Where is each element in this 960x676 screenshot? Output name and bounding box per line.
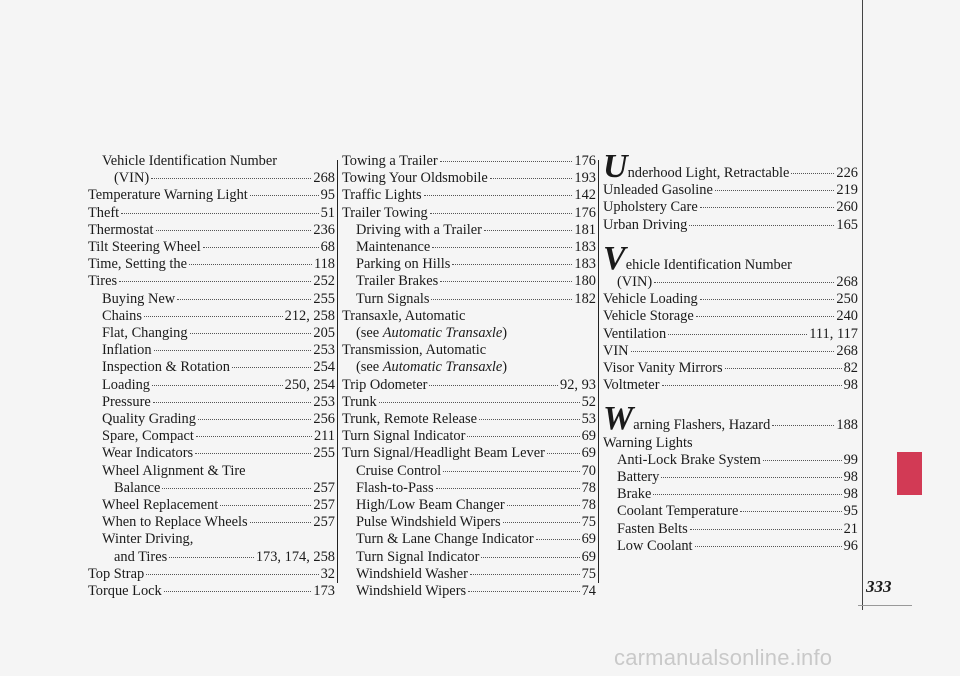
entry-label: Trip Odometer <box>342 376 428 393</box>
entry-pages: 95 <box>843 503 858 520</box>
index-entry <box>342 187 596 204</box>
page-number: 333 <box>866 577 892 596</box>
index-entry <box>88 153 335 170</box>
index-entry <box>88 463 335 480</box>
entry-label: Thermostat <box>88 221 154 238</box>
dot-leader <box>662 385 842 386</box>
index-entry <box>88 291 335 308</box>
entry-label: Time, Setting the <box>88 256 188 273</box>
entry-pages: 193 <box>574 170 596 187</box>
index-entry <box>603 343 858 360</box>
dot-leader <box>169 557 254 558</box>
dot-leader <box>689 225 834 226</box>
entry-label: Chains <box>102 307 142 324</box>
dot-leader <box>430 213 573 214</box>
dot-leader <box>250 195 319 196</box>
entry-label: Parking on Hills <box>356 256 451 273</box>
dot-leader <box>154 350 312 351</box>
dot-leader <box>468 591 580 592</box>
entry-label: Anti-Lock Brake System <box>617 451 761 468</box>
index-entry <box>88 359 335 376</box>
dot-leader <box>653 494 841 495</box>
dot-leader <box>452 264 572 265</box>
entry-label: and Tires <box>114 548 168 565</box>
entry-label: Theft <box>88 204 120 221</box>
index-column-2 <box>342 153 596 600</box>
entry-pages: 95 <box>320 187 335 204</box>
dot-leader <box>431 299 572 300</box>
entry-pages: 98 <box>843 486 858 503</box>
index-column-3 <box>603 148 858 555</box>
index-entry <box>88 308 335 325</box>
entry-label: Pulse Windshield Wipers <box>356 514 501 531</box>
index-entry <box>88 583 335 600</box>
entry-pages: 82 <box>843 360 858 377</box>
index-entry <box>88 187 335 204</box>
entry-pages: 173, 174, 258 <box>255 548 335 565</box>
entry-label: VIN <box>603 342 629 359</box>
entry-pages: 180 <box>574 273 596 290</box>
index-entry <box>88 514 335 531</box>
index-entry <box>603 182 858 199</box>
index-entry <box>342 514 596 531</box>
index-entry <box>603 538 858 555</box>
entry-label: Wear Indicators <box>102 445 194 462</box>
entry-pages: 99 <box>843 451 858 468</box>
column-divider <box>598 160 599 583</box>
entry-label: (VIN) <box>114 170 150 187</box>
entry-pages: 240 <box>836 308 858 325</box>
entry-pages: 257 <box>313 479 335 496</box>
index-entry <box>342 583 596 600</box>
index-entry <box>603 521 858 538</box>
entry-label: Traffic Lights <box>342 187 422 204</box>
dot-leader <box>144 316 283 317</box>
drop-cap-letter: W <box>603 400 633 438</box>
entry-pages: 253 <box>313 342 335 359</box>
column-divider <box>337 160 338 583</box>
index-entry <box>88 256 335 273</box>
index-entry <box>603 217 858 234</box>
dot-leader <box>177 299 311 300</box>
index-entry <box>342 497 596 514</box>
entry-label: (VIN) <box>617 274 653 291</box>
entry-pages: 252 <box>313 273 335 290</box>
entry-pages: 21 <box>843 520 858 537</box>
page-number-rule <box>858 605 912 606</box>
dot-leader <box>121 213 318 214</box>
index-entry <box>342 273 596 290</box>
entry-label: Brake <box>617 486 652 503</box>
entry-label: Loading <box>102 376 150 393</box>
index-entry <box>342 531 596 548</box>
dot-leader <box>654 282 834 283</box>
see-reference: Automatic Transaxle <box>382 359 503 376</box>
index-entry <box>342 342 596 359</box>
dot-leader <box>220 505 311 506</box>
index-entry <box>88 428 335 445</box>
entry-label: Coolant Temperature <box>617 503 739 520</box>
index-entry <box>342 428 596 445</box>
dot-leader <box>481 557 579 558</box>
index-entry <box>342 480 596 497</box>
entry-label: Towing Your Oldsmobile <box>342 170 488 187</box>
dot-leader <box>536 539 580 540</box>
entry-pages: 253 <box>313 393 335 410</box>
entry-pages: 69 <box>581 428 596 445</box>
dot-leader <box>198 419 311 420</box>
dot-leader <box>151 178 311 179</box>
entry-pages: 176 <box>574 153 596 169</box>
index-entry <box>88 566 335 583</box>
index-entry <box>603 469 858 486</box>
entry-pages: 96 <box>843 537 858 554</box>
entry-label: Quality Grading <box>102 411 196 428</box>
index-entry <box>342 445 596 462</box>
index-entry <box>88 445 335 462</box>
entry-label: Windshield Washer <box>356 565 468 582</box>
index-entry <box>88 170 335 187</box>
entry-pages: 250, 254 <box>284 376 335 393</box>
dot-leader <box>479 419 580 420</box>
entry-pages: 111, 117 <box>809 325 858 342</box>
entry-pages: 78 <box>581 497 596 514</box>
drop-cap-letter: U <box>603 148 627 185</box>
dot-leader <box>715 190 835 191</box>
entry-pages: 176 <box>574 204 596 221</box>
entry-pages: 165 <box>836 216 858 233</box>
entry-pages: 219 <box>836 182 858 199</box>
dot-leader <box>153 402 312 403</box>
dot-leader <box>119 281 311 282</box>
dot-leader <box>203 247 319 248</box>
entry-label: Trunk, Remote Release <box>342 411 477 428</box>
entry-label: Vehicle Loading <box>603 291 698 308</box>
entry-pages: 183 <box>574 256 596 273</box>
index-entry <box>88 411 335 428</box>
index-entry <box>603 274 858 291</box>
entry-label: Flash-to-Pass <box>356 479 434 496</box>
index-entry <box>342 566 596 583</box>
entry-label: Unleaded Gasoline <box>603 182 713 199</box>
entry-pages: 268 <box>836 342 858 359</box>
dot-leader <box>152 385 283 386</box>
entry-pages: 268 <box>836 274 858 291</box>
entry-label: Fasten Belts <box>617 520 688 537</box>
index-entry <box>342 205 596 222</box>
entry-pages: 255 <box>313 290 335 307</box>
entry-label: Top Strap <box>88 565 145 582</box>
entry-pages: 69 <box>581 531 596 548</box>
entry-label: Visor Vanity Mirrors <box>603 360 723 377</box>
entry-pages: 173 <box>313 583 335 600</box>
dot-leader <box>507 505 580 506</box>
index-entry <box>342 308 596 325</box>
dot-leader <box>470 574 580 575</box>
entry-label: Cruise Control <box>356 462 442 479</box>
entry-pages: 212, 258 <box>284 307 335 324</box>
dot-leader <box>740 511 841 512</box>
index-entry <box>88 549 335 566</box>
index-entry <box>603 308 858 325</box>
index-entry <box>88 222 335 239</box>
entry-label: Wheel Alignment & Tire <box>102 462 246 479</box>
entry-label: arning Flashers, Hazard <box>633 417 771 434</box>
entry-pages: 257 <box>313 497 335 514</box>
entry-label: ehicle Identification Number <box>625 256 792 273</box>
dot-leader <box>484 230 572 231</box>
entry-label: Transaxle, Automatic <box>342 307 466 324</box>
entry-pages: 98 <box>843 377 858 394</box>
entry-label: Tilt Steering Wheel <box>88 239 201 256</box>
entry-label: Torque Lock <box>88 583 162 600</box>
dot-leader <box>700 207 835 208</box>
index-entry <box>88 480 335 497</box>
entry-pages: 183 <box>574 239 596 256</box>
entry-pages: 256 <box>313 411 335 428</box>
see-reference-close: ) <box>502 325 508 342</box>
dot-leader <box>791 173 834 174</box>
entry-pages: 250 <box>836 291 858 308</box>
index-entry <box>342 153 596 170</box>
entry-label: Trailer Towing <box>342 204 428 221</box>
entry-label: Inspection & Rotation <box>102 359 230 376</box>
index-entry <box>603 148 858 185</box>
entry-pages: 182 <box>574 290 596 307</box>
entry-pages: 226 <box>836 165 858 181</box>
index-entry <box>88 325 335 342</box>
index-entry <box>88 377 335 394</box>
entry-pages: 254 <box>313 359 335 376</box>
entry-label: Urban Driving <box>603 216 688 233</box>
entry-pages: 53 <box>581 411 596 428</box>
entry-pages: 98 <box>843 469 858 486</box>
entry-pages: 255 <box>313 445 335 462</box>
dot-leader <box>631 351 835 352</box>
dot-leader <box>490 178 573 179</box>
entry-label: Low Coolant <box>617 537 693 554</box>
index-entry <box>342 394 596 411</box>
dot-leader <box>772 425 834 426</box>
entry-label: Buying New <box>102 290 176 307</box>
entry-pages: 51 <box>320 204 335 221</box>
entry-pages: 75 <box>581 565 596 582</box>
entry-label: High/Low Beam Changer <box>356 497 505 514</box>
index-column-1 <box>88 153 335 600</box>
index-entry <box>342 222 596 239</box>
index-entry <box>603 486 858 503</box>
entry-pages: 181 <box>574 221 596 238</box>
index-entry <box>342 549 596 566</box>
entry-label: Upholstery Care <box>603 199 698 216</box>
dot-leader <box>467 436 579 437</box>
letter-section-w <box>603 400 858 555</box>
entry-label: Maintenance <box>356 239 431 256</box>
entry-pages: 92, 93 <box>560 376 596 393</box>
entry-pages: 205 <box>313 325 335 342</box>
index-entry <box>88 273 335 290</box>
index-entry <box>603 239 858 277</box>
entry-pages: 68 <box>320 239 335 256</box>
entry-label: (see <box>356 359 383 376</box>
index-entry <box>342 170 596 187</box>
dot-leader <box>164 591 312 592</box>
index-entry <box>88 497 335 514</box>
entry-label: Driving with a Trailer <box>356 221 482 238</box>
dot-leader <box>195 453 311 454</box>
dot-leader <box>668 334 807 335</box>
entry-pages: 70 <box>581 462 596 479</box>
watermark: carmanualsonline.info <box>614 645 833 670</box>
entry-label: Battery <box>617 469 660 486</box>
entry-label: Trunk <box>342 393 377 410</box>
entry-pages: 268 <box>313 170 335 187</box>
dot-leader <box>156 230 312 231</box>
entry-pages: 52 <box>581 393 596 410</box>
entry-label: Voltmeter <box>603 377 660 394</box>
entry-label: Transmission, Automatic <box>342 342 487 359</box>
entry-label: Warning Lights <box>603 434 693 451</box>
index-entry <box>603 360 858 377</box>
index-entry <box>342 377 596 394</box>
entry-label: Turn Signal Indicator <box>356 548 480 565</box>
entry-label: (see <box>356 325 383 342</box>
entry-label: Turn Signal/Headlight Beam Lever <box>342 445 545 462</box>
dot-leader <box>250 522 312 523</box>
letter-section-v <box>603 239 858 395</box>
page-edge-rule <box>862 0 863 610</box>
index-entry <box>603 452 858 469</box>
dot-leader <box>696 316 835 317</box>
entry-label: Vehicle Storage <box>603 308 694 325</box>
dot-leader <box>503 522 580 523</box>
entry-label: Winter Driving, <box>102 531 194 548</box>
entry-label: Windshield Wipers <box>356 583 467 600</box>
index-entry <box>342 291 596 308</box>
entry-pages: 211 <box>313 428 335 445</box>
dot-leader <box>440 161 573 162</box>
dot-leader <box>189 264 312 265</box>
index-entry <box>342 325 596 342</box>
dot-leader <box>661 477 841 478</box>
dot-leader <box>432 247 572 248</box>
entry-label: Pressure <box>102 393 151 410</box>
entry-pages: 260 <box>836 199 858 216</box>
entry-label: Tires <box>88 273 118 290</box>
index-entry <box>603 377 858 394</box>
letter-section-u <box>603 148 858 234</box>
index-entry <box>603 435 858 452</box>
section-tab-marker <box>897 452 922 495</box>
index-entry <box>88 394 335 411</box>
index-entry <box>603 326 858 343</box>
entry-pages: 78 <box>581 479 596 496</box>
dot-leader <box>190 333 312 334</box>
entry-label: Temperature Warning Light <box>88 187 248 204</box>
index-entry <box>342 359 596 376</box>
entry-pages: 188 <box>836 417 858 434</box>
dot-leader <box>440 281 572 282</box>
entry-label: Towing a Trailer <box>342 153 438 169</box>
dot-leader <box>232 367 312 368</box>
index-entry <box>88 239 335 256</box>
index-entry <box>342 256 596 273</box>
index-entry <box>603 400 858 438</box>
entry-pages: 118 <box>313 256 335 273</box>
entry-label: Inflation <box>102 342 152 359</box>
index-entry <box>88 342 335 359</box>
entry-label: When to Replace Wheels <box>102 514 248 531</box>
dot-leader <box>429 385 558 386</box>
dot-leader <box>725 368 842 369</box>
index-entry <box>342 239 596 256</box>
dot-leader <box>547 453 580 454</box>
entry-label: Vehicle Identification Number <box>102 153 278 169</box>
entry-label: Flat, Changing <box>102 325 188 342</box>
entry-label: Turn & Lane Change Indicator <box>356 531 534 548</box>
dot-leader <box>690 529 842 530</box>
entry-label: Trailer Brakes <box>356 273 439 290</box>
entry-pages: 75 <box>581 514 596 531</box>
entry-label: Spare, Compact <box>102 428 194 445</box>
entry-label: Turn Signal Indicator <box>342 428 466 445</box>
drop-cap-letter: V <box>603 239 625 277</box>
see-reference-close: ) <box>502 359 508 376</box>
index-entry <box>342 463 596 480</box>
entry-label: Ventilation <box>603 325 667 342</box>
entry-label: Balance <box>114 479 161 496</box>
dot-leader <box>424 195 573 196</box>
dot-leader <box>763 460 842 461</box>
entry-pages: 236 <box>313 221 335 238</box>
dot-leader <box>700 299 835 300</box>
entry-label: Wheel Replacement <box>102 497 219 514</box>
index-entry <box>603 503 858 520</box>
entry-pages: 257 <box>313 514 335 531</box>
entry-pages: 142 <box>574 187 596 204</box>
index-entry <box>603 291 858 308</box>
index-entry <box>342 411 596 428</box>
entry-label: nderhood Light, Retractable <box>627 165 790 181</box>
index-entry <box>603 199 858 216</box>
entry-pages: 69 <box>581 445 596 462</box>
dot-leader <box>379 402 580 403</box>
dot-leader <box>436 488 580 489</box>
entry-pages: 74 <box>581 583 596 600</box>
dot-leader <box>443 471 579 472</box>
index-entry <box>88 531 335 548</box>
entry-pages: 32 <box>320 565 335 582</box>
dot-leader <box>695 546 842 547</box>
dot-leader <box>146 574 318 575</box>
index-entry <box>88 205 335 222</box>
entry-label: Turn Signals <box>356 290 430 307</box>
see-reference: Automatic Transaxle <box>382 325 503 342</box>
dot-leader <box>162 488 311 489</box>
dot-leader <box>196 436 312 437</box>
entry-pages: 69 <box>581 548 596 565</box>
